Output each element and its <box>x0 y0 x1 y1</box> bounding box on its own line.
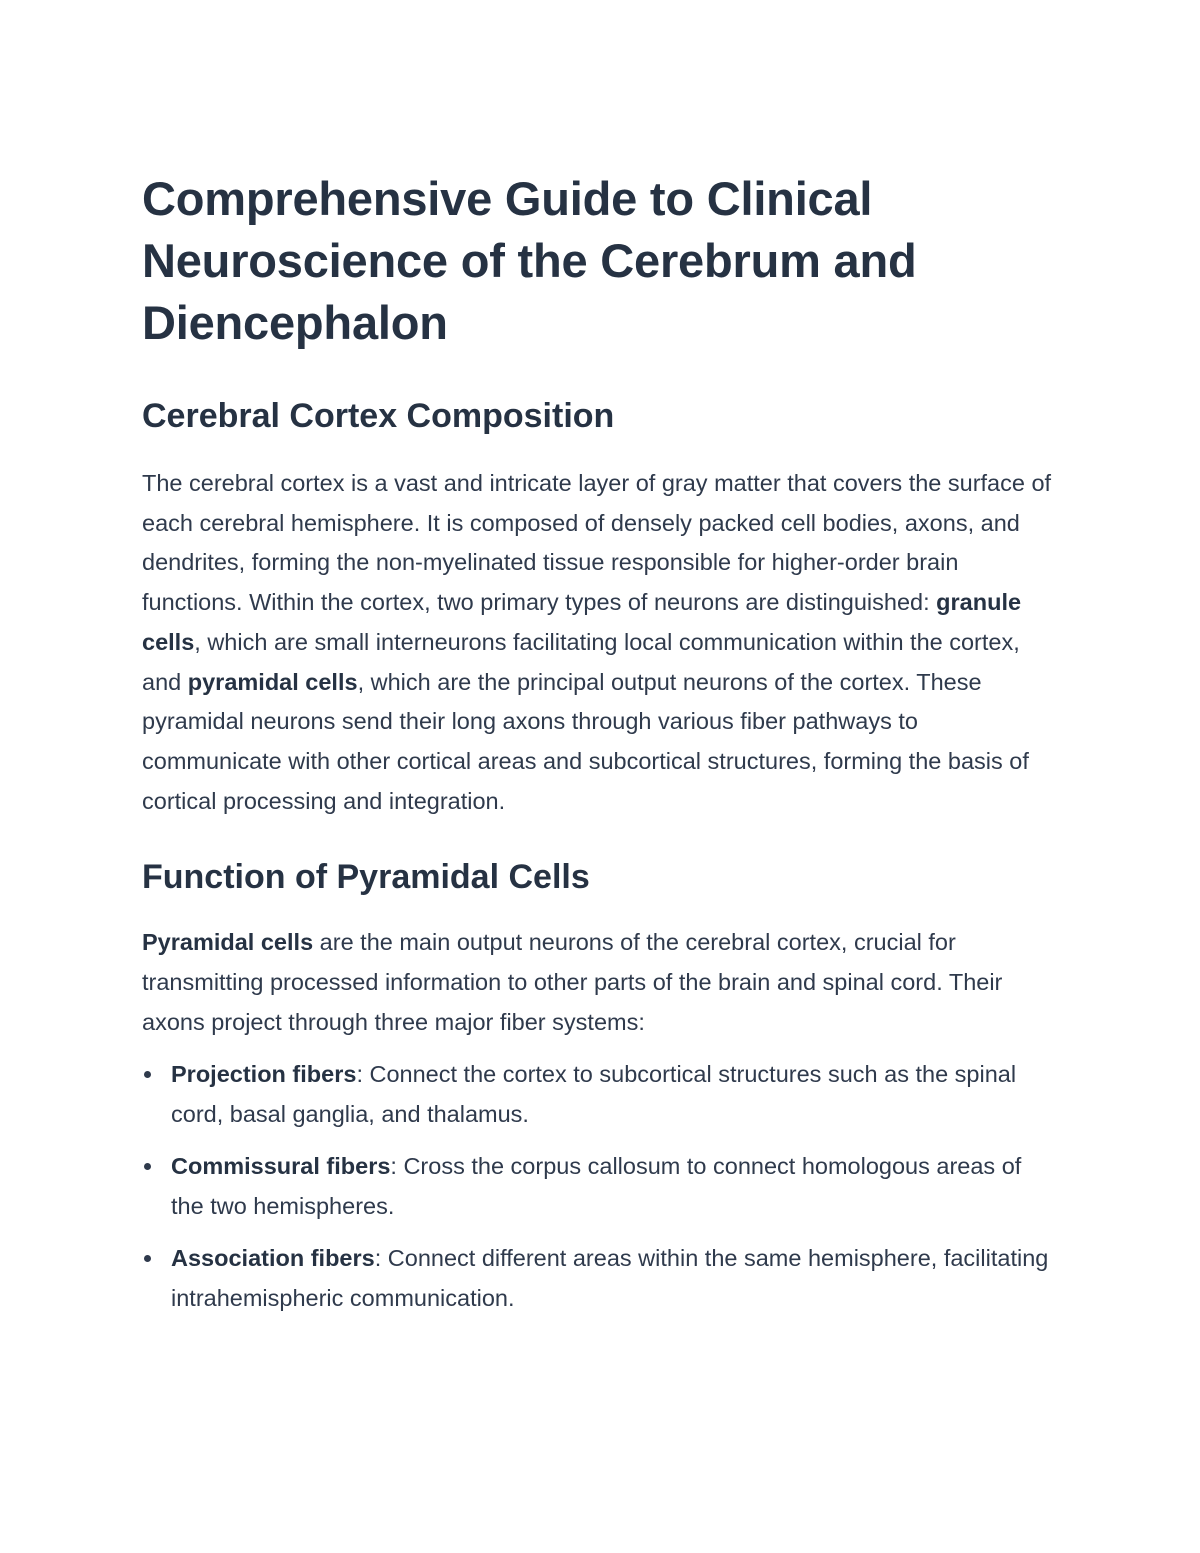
section-heading-cortex-composition: Cerebral Cortex Composition <box>142 397 615 435</box>
list-item <box>142 1054 1057 1134</box>
bullet-icon <box>144 1071 151 1078</box>
cortex-composition-paragraph <box>142 464 1057 821</box>
bullet-term: Association fibers <box>171 1245 375 1272</box>
bullet-text: : Connect the cortex to subcortical structures such as the spinal cord, basal ganglia, and thalamus. <box>171 1061 1017 1128</box>
paragraph-text: , which are the principal output neurons of the cortex. These pyramidal neurons send their long axons through various fiber pathways to communicate with other cortical areas and subcortical structures, forming the basis of cortical processing and integration. <box>142 668 1029 814</box>
bullet-term: Projection fibers <box>171 1061 357 1088</box>
paragraph-text: , which are small interneurons facilitating local communication within the cortex, and <box>142 628 1020 695</box>
paragraph-text: are the main output neurons of the cerebral cortex, crucial for transmitting processed information to other parts of the brain and spinal cord. Their axons project through three major fiber systems: <box>142 929 1003 1035</box>
section-heading-pyramidal-function: Function of Pyramidal Cells <box>142 858 590 897</box>
document-title: Comprehensive Guide to Clinical Neuroscience of the Cerebrum and Diencephalon <box>142 172 917 349</box>
bold-term-pyramidal-cells: pyramidal cells <box>187 668 358 695</box>
bold-term-pyramidal-cells: Pyramidal cells <box>142 929 314 956</box>
bullet-term: Commissural fibers <box>171 1153 391 1180</box>
bullet-text: : Connect different areas within the same hemisphere, facilitating intrahemispheric communication. <box>171 1245 1049 1312</box>
fiber-systems-list <box>142 1054 1057 1318</box>
list-item <box>142 1238 1057 1318</box>
document-page <box>142 168 1057 1330</box>
paragraph-text: The cerebral cortex is a vast and intricate layer of gray matter that covers the surface of each cerebral hemisphere. It is composed of densely packed cell bodies, axons, and dendrites, forming the non-myelinated tissue responsible for higher-order brain functions. Within the cortex, two primary types of neurons are distinguished: <box>142 470 1052 616</box>
bullet-icon <box>144 1255 151 1262</box>
bullet-text: : Cross the corpus callosum to connect homologous areas of the two hemispheres. <box>171 1153 1022 1220</box>
list-item <box>142 1146 1057 1226</box>
bullet-icon <box>144 1163 151 1170</box>
pyramidal-function-paragraph <box>142 923 1057 1042</box>
bold-term-granule-cells: granule cells <box>142 589 1022 655</box>
